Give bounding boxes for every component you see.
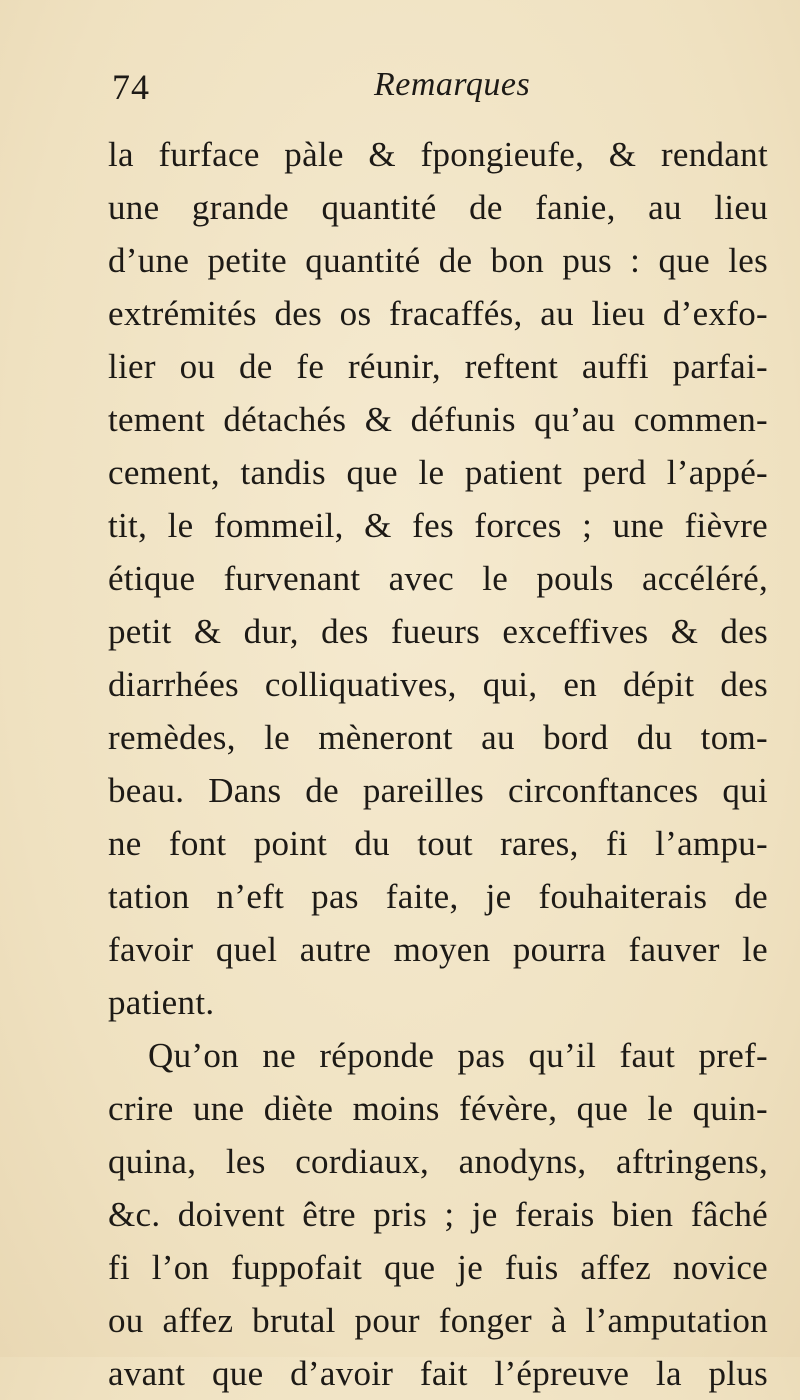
text-line: lier ou de fe réunir, reftent auffi parfai- — [108, 347, 768, 386]
text-line: &c. doivent être pris ; je ferais bien fâché — [108, 1195, 768, 1234]
text-line-paragraph-end: patient. — [108, 983, 215, 1022]
text-line: tit, le fommeil, & fes forces ; une fièvre — [108, 506, 768, 545]
text-line: ne font point du tout rares, fi l’ampu- — [108, 824, 768, 863]
text-line: beau. Dans de pareilles circonftances qui — [108, 771, 768, 810]
page-number: 74 — [112, 67, 150, 107]
text-line: favoir quel autre moyen pourra fauver le — [108, 930, 768, 969]
text-line: petit & dur, des fueurs exceffives & des — [108, 612, 768, 651]
text-line: étique furvenant avec le pouls accéléré, — [108, 559, 768, 598]
text-line: extrémités des os fracaffés, au lieu d’exfo- — [108, 294, 768, 333]
text-line: tement détachés & défunis qu’au commen- — [108, 400, 768, 439]
text-line: d’une petite quantité de bon pus : que les — [108, 241, 768, 280]
running-head: Remarques — [374, 66, 531, 103]
text-line: cement, tandis que le patient perd l’appé- — [108, 453, 768, 492]
text-line: une grande quantité de fanie, au lieu — [108, 188, 768, 227]
text-line: fi l’on fuppofait que je fuis affez novice — [108, 1248, 768, 1287]
text-line: ou affez brutal pour fonger à l’amputation — [108, 1301, 768, 1340]
text-line: quina, les cordiaux, anodyns, aftringens, — [108, 1142, 768, 1181]
text-line: avant que d’avoir fait l’épreuve la plus — [108, 1354, 768, 1393]
text-line: crire une diète moins févère, que le quin- — [108, 1089, 768, 1128]
text-line: la furface pàle & fpongieufe, & rendant — [108, 135, 768, 174]
body-text — [108, 128, 768, 1400]
text-line: diarrhées colliquatives, qui, en dépit des — [108, 665, 768, 704]
text-line: remèdes, le mèneront au bord du tom- — [108, 718, 768, 757]
page-header — [112, 66, 752, 116]
text-line-paragraph-start: Qu’on ne réponde pas qu’il faut pref- — [148, 1036, 768, 1075]
text-line: tation n’eft pas faite, je fouhaiterais de — [108, 877, 768, 916]
